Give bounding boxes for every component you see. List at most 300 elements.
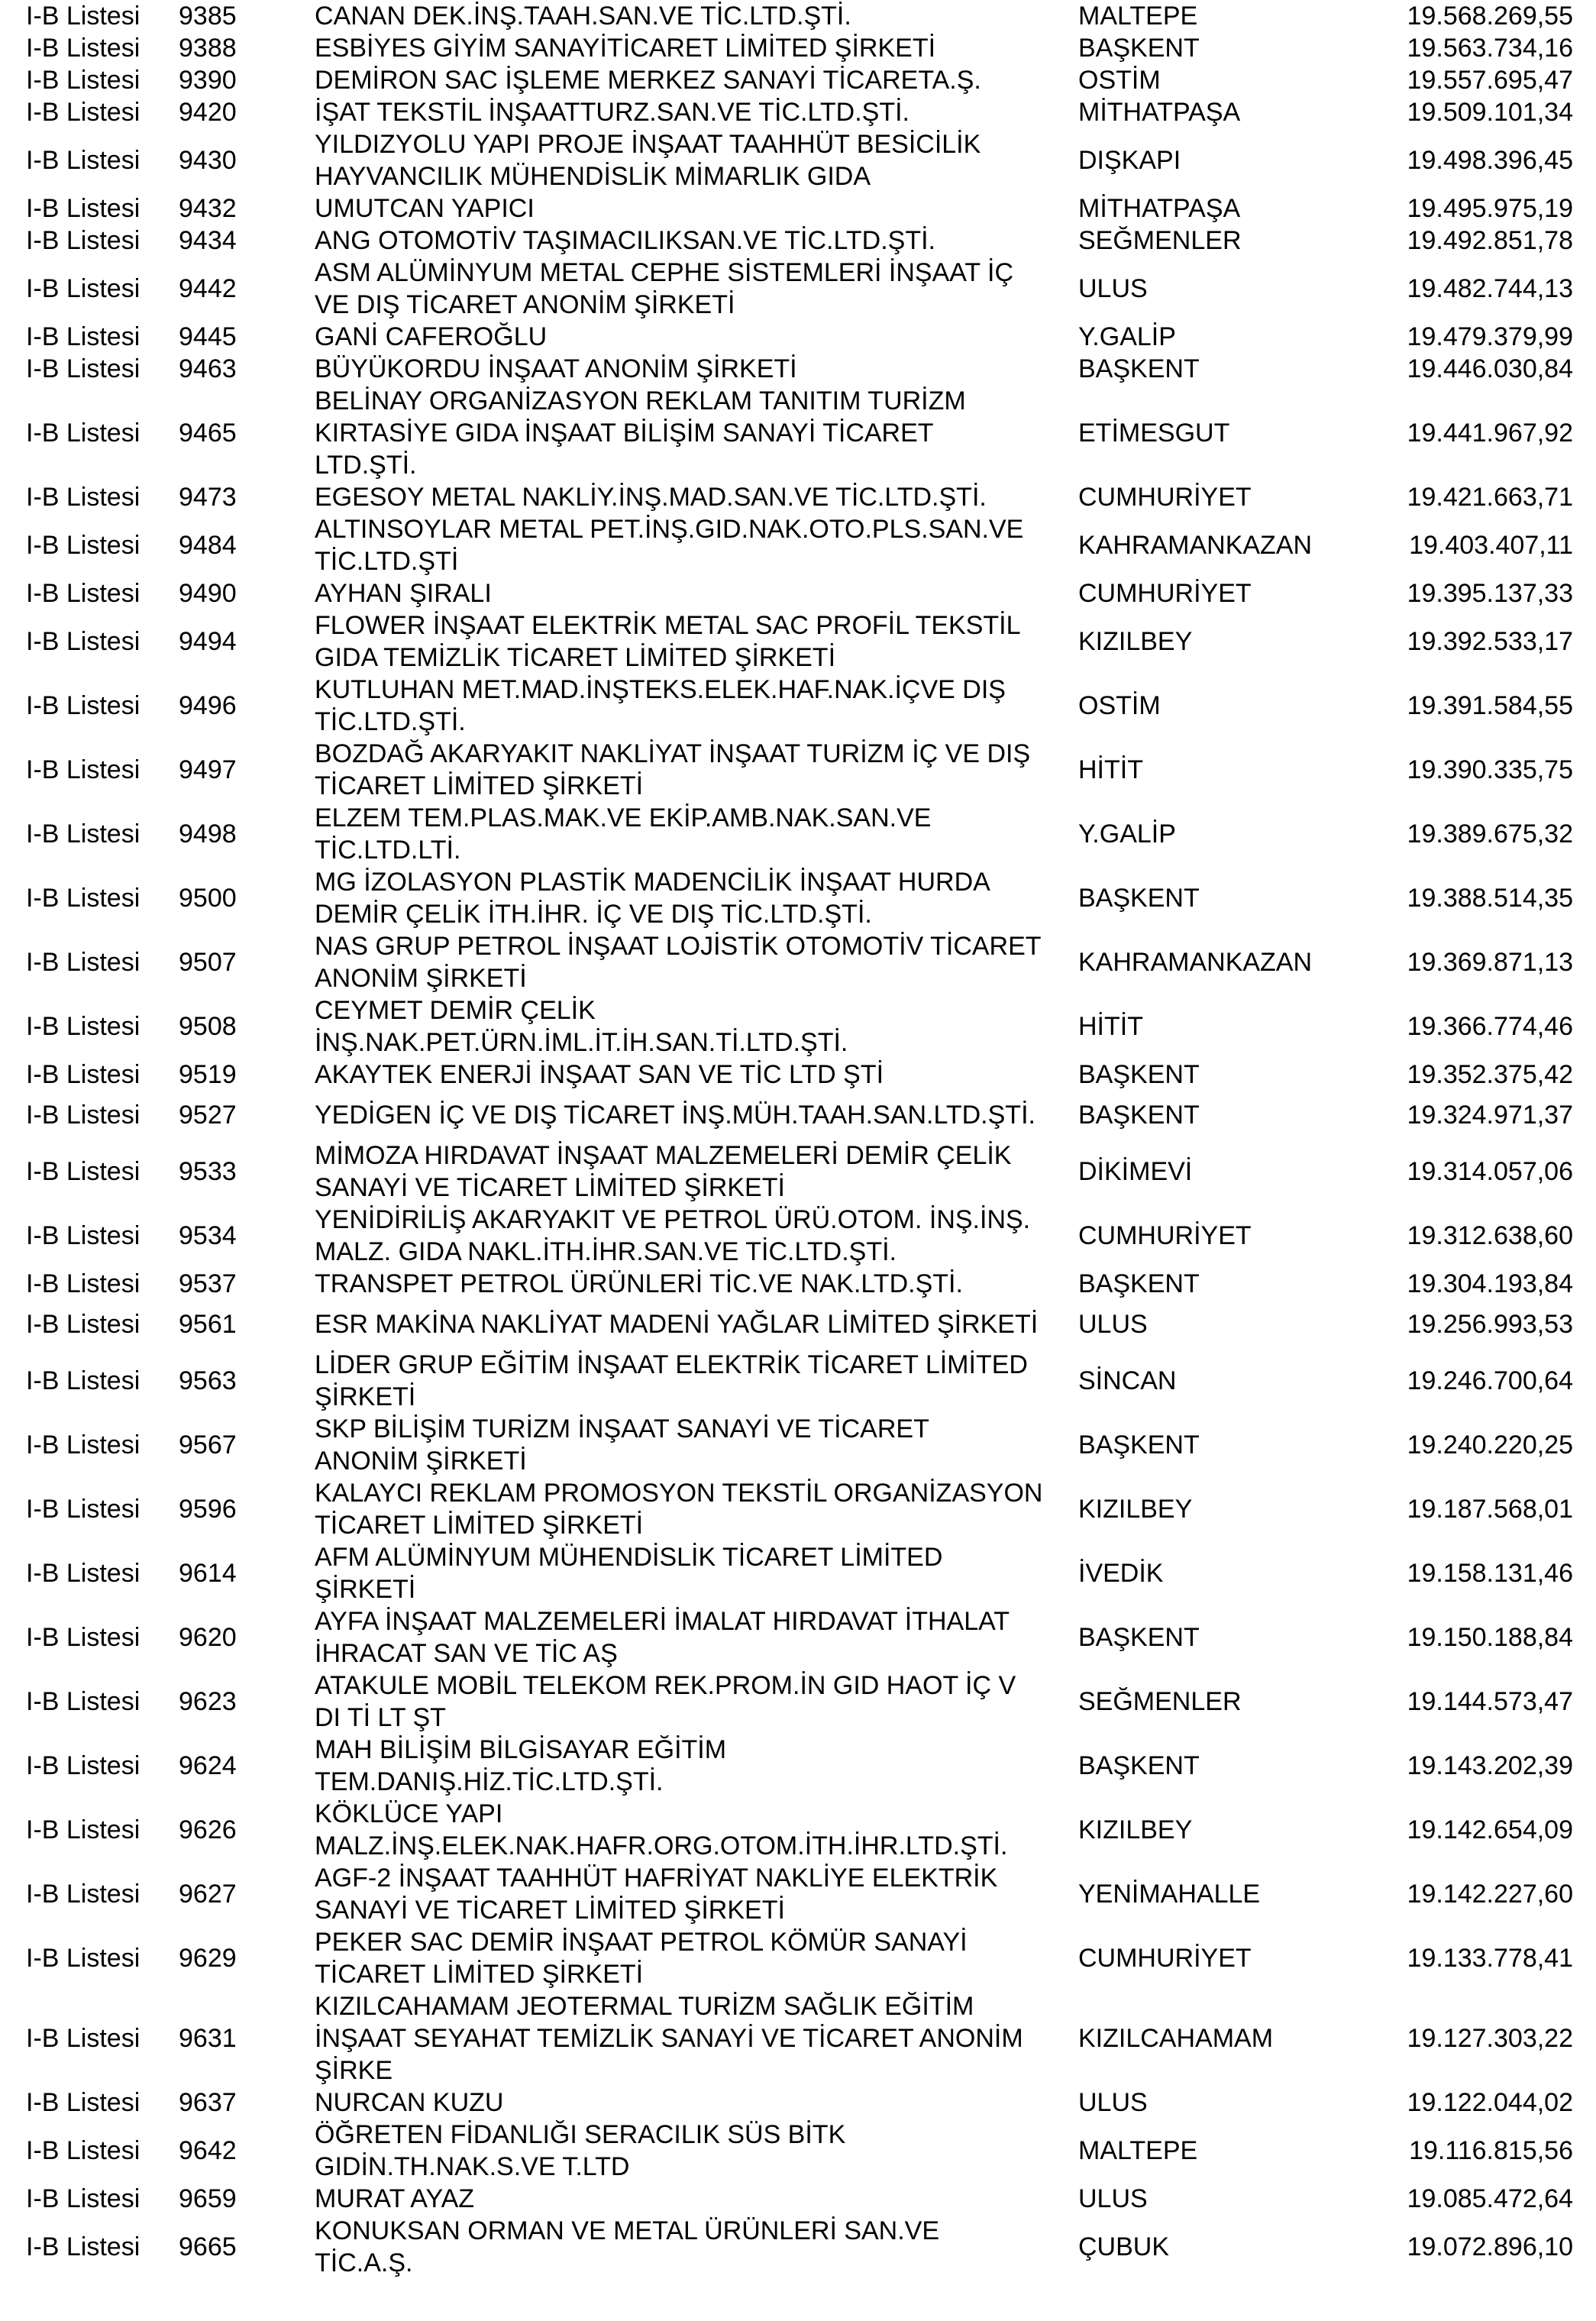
district-cell: BAŞKENT xyxy=(1078,883,1200,913)
company-name-line: ESR MAKİNA NAKLİYAT MADENİ YAĞLAR LİMİTED ŞİRKETİ xyxy=(315,1310,1039,1339)
record-number-cell: 9496 xyxy=(179,690,237,720)
record-number-cell: 9442 xyxy=(179,273,237,303)
table-row xyxy=(0,1349,1573,1413)
table-row xyxy=(0,1670,1573,1734)
company-name-cell xyxy=(315,257,1078,321)
district-cell: ULUS xyxy=(1078,273,1148,303)
amount-cell: 19.421.663,71 xyxy=(1407,482,1573,512)
amount-cell: 19.246.700,64 xyxy=(1407,1366,1573,1395)
record-number-cell: 9388 xyxy=(179,33,237,63)
district-cell: MİTHATPAŞA xyxy=(1078,193,1241,223)
district-cell: BAŞKENT xyxy=(1078,33,1200,63)
district-cell: OSTİM xyxy=(1078,690,1161,720)
table-row xyxy=(0,32,1573,64)
company-name-line: DEMİR ÇELİK İTH.İHR. İÇ VE DIŞ TİC.LTD.ŞTİ. xyxy=(315,900,872,929)
list-type-cell: I-B Listesi xyxy=(26,578,141,608)
record-number-cell: 9563 xyxy=(179,1366,237,1395)
company-name-cell xyxy=(315,0,1078,32)
list-type-cell: I-B Listesi xyxy=(26,1,141,31)
amount-cell: 19.557.695,47 xyxy=(1407,65,1573,95)
list-type-cell: I-B Listesi xyxy=(26,1059,141,1089)
table-row xyxy=(0,1413,1573,1477)
record-number-cell: 9490 xyxy=(179,578,237,608)
company-name-cell xyxy=(315,1091,1078,1139)
amount-cell: 19.498.396,45 xyxy=(1407,145,1573,175)
record-number-cell: 9637 xyxy=(179,2087,237,2117)
table-row xyxy=(0,2087,1573,2119)
company-name-line: CEYMET DEMİR ÇELİK xyxy=(315,996,596,1025)
district-cell: ETİMESGUT xyxy=(1078,418,1230,448)
company-name-cell xyxy=(315,1798,1078,1862)
district-cell: CUMHURİYET xyxy=(1078,1220,1252,1250)
district-cell: HİTİT xyxy=(1078,755,1143,784)
list-type-cell: I-B Listesi xyxy=(26,626,141,656)
table-row xyxy=(0,128,1573,192)
company-name-line: FLOWER İNŞAAT ELEKTRİK METAL SAC PROFİL TEKSTİL xyxy=(315,611,1021,640)
company-name-cell xyxy=(315,930,1078,994)
company-name-cell xyxy=(315,2183,1078,2215)
list-type-cell: I-B Listesi xyxy=(26,145,141,175)
record-number-cell: 9533 xyxy=(179,1156,237,1186)
amount-cell: 19.312.638,60 xyxy=(1407,1220,1573,1250)
company-name-cell xyxy=(315,1734,1078,1798)
amount-cell: 19.072.896,10 xyxy=(1407,2232,1573,2261)
record-number-cell: 9498 xyxy=(179,819,237,849)
list-type-cell: I-B Listesi xyxy=(26,1558,141,1588)
amount-cell: 19.563.734,16 xyxy=(1407,33,1573,63)
company-name-line: VE DIŞ TİCARET ANONİM ŞİRKETİ xyxy=(315,290,735,319)
company-name-line: GIDA TEMİZLİK TİCARET LİMİTED ŞİRKETİ xyxy=(315,643,836,672)
table-row xyxy=(0,2183,1573,2215)
district-cell: BAŞKENT xyxy=(1078,1622,1200,1652)
district-cell: MALTEPE xyxy=(1078,2135,1198,2165)
company-name-line: KONUKSAN ORMAN VE METAL ÜRÜNLERİ SAN.VE xyxy=(315,2216,940,2245)
district-cell: BAŞKENT xyxy=(1078,354,1200,383)
company-name-line: ATAKULE MOBİL TELEKOM REK.PROM.İN GID HAOT İÇ V xyxy=(315,1671,1016,1700)
table-row xyxy=(0,930,1573,994)
district-cell: SEĞMENLER xyxy=(1078,1686,1242,1716)
company-name-cell xyxy=(315,2087,1078,2119)
amount-cell: 19.403.407,11 xyxy=(1409,530,1573,560)
company-name-cell xyxy=(315,1477,1078,1541)
company-name-line: TRANSPET PETROL ÜRÜNLERİ TİC.VE NAK.LTD.ŞTİ. xyxy=(315,1269,963,1298)
amount-cell: 19.122.044,02 xyxy=(1407,2087,1573,2117)
table-row xyxy=(0,1204,1573,1268)
district-cell: SİNCAN xyxy=(1078,1366,1177,1395)
table-row xyxy=(0,1926,1573,1990)
list-type-cell: I-B Listesi xyxy=(26,354,141,383)
record-number-cell: 9508 xyxy=(179,1011,237,1041)
district-cell: CUMHURİYET xyxy=(1078,578,1252,608)
list-type-cell: I-B Listesi xyxy=(26,1100,141,1130)
list-type-cell: I-B Listesi xyxy=(26,947,141,977)
company-name-cell xyxy=(315,1139,1078,1204)
record-number-cell: 9623 xyxy=(179,1686,237,1716)
company-name-line: LTD.ŞTİ. xyxy=(315,451,417,480)
table-row xyxy=(0,385,1573,481)
record-number-cell: 9614 xyxy=(179,1558,237,1588)
table-row xyxy=(0,2215,1573,2279)
company-name-cell xyxy=(315,96,1078,128)
company-name-line: NAS GRUP PETROL İNŞAAT LOJİSTİK OTOMOTİV TİCARET xyxy=(315,932,1042,961)
list-type-cell: I-B Listesi xyxy=(26,193,141,223)
list-type-cell: I-B Listesi xyxy=(26,1011,141,1041)
list-type-cell: I-B Listesi xyxy=(26,1622,141,1652)
district-cell: SEĞMENLER xyxy=(1078,225,1242,255)
amount-cell: 19.495.975,19 xyxy=(1407,193,1573,223)
district-cell: Y.GALİP xyxy=(1078,819,1176,849)
list-type-cell: I-B Listesi xyxy=(26,1943,141,1973)
table-row xyxy=(0,674,1573,738)
district-cell: DIŞKAPI xyxy=(1078,145,1181,175)
table-row xyxy=(0,1862,1573,1926)
district-cell: MİTHATPAŞA xyxy=(1078,97,1241,127)
record-number-cell: 9527 xyxy=(179,1100,237,1130)
table-row xyxy=(0,994,1573,1059)
company-name-line: ŞİRKETİ xyxy=(315,1382,416,1411)
list-type-cell: I-B Listesi xyxy=(26,755,141,784)
record-number-cell: 9500 xyxy=(179,883,237,913)
amount-cell: 19.479.379,99 xyxy=(1407,322,1573,351)
table-row xyxy=(0,513,1573,577)
district-cell: KIZILBEY xyxy=(1078,1815,1193,1844)
table-row xyxy=(0,225,1573,257)
company-name-line: HAYVANCILIK MÜHENDİSLİK MİMARLIK GIDA xyxy=(315,162,871,191)
table-row xyxy=(0,1541,1573,1605)
list-type-cell: I-B Listesi xyxy=(26,482,141,512)
company-name-line: BÜYÜKORDU İNŞAAT ANONİM ŞİRKETİ xyxy=(315,354,797,383)
amount-cell: 19.142.654,09 xyxy=(1407,1815,1573,1844)
record-number-cell: 9631 xyxy=(179,2023,237,2053)
amount-cell: 19.187.568,01 xyxy=(1407,1494,1573,1524)
company-name-cell xyxy=(315,609,1078,674)
company-name-line: ÖĞRETEN FİDANLIĞI SERACILIK SÜS BİTK xyxy=(315,2120,846,2149)
record-number-cell: 9385 xyxy=(179,1,237,31)
list-type-cell: I-B Listesi xyxy=(26,2184,141,2213)
company-name-cell xyxy=(315,866,1078,930)
list-type-cell: I-B Listesi xyxy=(26,225,141,255)
company-name-cell xyxy=(315,128,1078,192)
amount-cell: 19.133.778,41 xyxy=(1407,1943,1573,1973)
district-cell: HİTİT xyxy=(1078,1011,1143,1041)
record-number-cell: 9561 xyxy=(179,1309,237,1339)
district-cell: Y.GALİP xyxy=(1078,322,1176,351)
district-cell: KAHRAMANKAZAN xyxy=(1078,947,1313,977)
company-name-cell xyxy=(315,481,1078,513)
company-name-line: AGF-2 İNŞAAT TAAHHÜT HAFRİYAT NAKLİYE ELEKTRİK xyxy=(315,1864,998,1893)
district-cell: KIZILBEY xyxy=(1078,1494,1193,1524)
table-row xyxy=(0,321,1573,353)
company-name-line: ALTINSOYLAR METAL PET.İNŞ.GID.NAK.OTO.PLS.SAN.VE xyxy=(315,515,1024,544)
company-name-line: DI Tİ LT ŞT xyxy=(315,1703,446,1732)
table-row xyxy=(0,2119,1573,2183)
company-name-line: PEKER SAC DEMİR İNŞAAT PETROL KÖMÜR SANAYİ xyxy=(315,1928,968,1957)
company-name-line: AYHAN ŞIRALI xyxy=(315,579,492,608)
company-name-cell xyxy=(315,577,1078,609)
company-name-line: SANAYİ VE TİCARET LİMİTED ŞİRKETİ xyxy=(315,1896,785,1925)
amount-cell: 19.143.202,39 xyxy=(1407,1750,1573,1780)
record-number-cell: 9390 xyxy=(179,65,237,95)
table-row xyxy=(0,353,1573,385)
record-number-cell: 9620 xyxy=(179,1622,237,1652)
list-type-cell: I-B Listesi xyxy=(26,2023,141,2053)
amount-cell: 19.158.131,46 xyxy=(1407,1558,1573,1588)
company-name-cell xyxy=(315,2119,1078,2183)
company-name-cell xyxy=(315,674,1078,738)
company-name-cell xyxy=(315,2215,1078,2279)
amount-cell: 19.085.472,64 xyxy=(1407,2184,1573,2213)
record-number-cell: 9659 xyxy=(179,2184,237,2213)
company-name-cell xyxy=(315,1990,1078,2087)
record-number-cell: 9626 xyxy=(179,1815,237,1844)
list-type-cell: I-B Listesi xyxy=(26,819,141,849)
table-row xyxy=(0,802,1573,866)
company-name-line: DEMİRON SAC İŞLEME MERKEZ SANAYİ TİCARETA.Ş. xyxy=(315,66,981,95)
list-type-cell: I-B Listesi xyxy=(26,97,141,127)
table-row xyxy=(0,1059,1573,1091)
company-name-line: TİCARET LİMİTED ŞİRKETİ xyxy=(315,1511,644,1540)
list-type-cell: I-B Listesi xyxy=(26,65,141,95)
district-cell: OSTİM xyxy=(1078,65,1161,95)
company-name-cell xyxy=(315,513,1078,577)
company-name-line: AFM ALÜMİNYUM MÜHENDİSLİK TİCARET LİMİTED xyxy=(315,1543,943,1572)
company-name-line: TİCARET LİMİTED ŞİRKETİ xyxy=(315,771,644,800)
list-type-cell: I-B Listesi xyxy=(26,1220,141,1250)
amount-cell: 19.441.967,92 xyxy=(1407,418,1573,448)
company-name-line: İNŞ.NAK.PET.ÜRN.İML.İT.İH.SAN.Tİ.LTD.ŞTİ. xyxy=(315,1028,848,1057)
record-number-cell: 9445 xyxy=(179,322,237,351)
company-name-line: KUTLUHAN MET.MAD.İNŞTEKS.ELEK.HAF.NAK.İÇVE DIŞ xyxy=(315,675,1006,704)
table-row xyxy=(0,481,1573,513)
company-name-line: KÖKLÜCE YAPI xyxy=(315,1799,503,1828)
company-name-line: TİCARET LİMİTED ŞİRKETİ xyxy=(315,1960,644,1989)
amount-cell: 19.314.057,06 xyxy=(1407,1156,1573,1186)
company-name-cell xyxy=(315,1300,1078,1349)
list-type-cell: I-B Listesi xyxy=(26,883,141,913)
company-name-line: TİC.A.Ş. xyxy=(315,2248,413,2277)
table-row xyxy=(0,1139,1573,1204)
company-name-line: GIDİN.TH.NAK.S.VE T.LTD xyxy=(315,2152,630,2181)
company-name-line: AKAYTEK ENERJİ İNŞAAT SAN VE TİC LTD ŞTİ xyxy=(315,1060,884,1089)
table-row xyxy=(0,192,1573,225)
table-row xyxy=(0,738,1573,802)
district-cell: ULUS xyxy=(1078,1309,1148,1339)
company-name-line: EGESOY METAL NAKLİY.İNŞ.MAD.SAN.VE TİC.LTD.ŞTİ. xyxy=(315,483,987,512)
record-number-cell: 9420 xyxy=(179,97,237,127)
table-row xyxy=(0,577,1573,609)
list-type-cell: I-B Listesi xyxy=(26,1686,141,1716)
district-cell: KIZILCAHAMAM xyxy=(1078,2023,1274,2053)
table-row xyxy=(0,1477,1573,1541)
amount-cell: 19.352.375,42 xyxy=(1407,1059,1573,1089)
record-number-cell: 9507 xyxy=(179,947,237,977)
district-cell: MALTEPE xyxy=(1078,1,1198,31)
list-type-cell: I-B Listesi xyxy=(26,1879,141,1909)
table-row xyxy=(0,257,1573,321)
list-type-cell: I-B Listesi xyxy=(26,1430,141,1460)
amount-cell: 19.391.584,55 xyxy=(1407,690,1573,720)
amount-cell: 19.240.220,25 xyxy=(1407,1430,1573,1460)
company-name-line: ŞİRKE xyxy=(315,2056,393,2085)
record-number-cell: 9497 xyxy=(179,755,237,784)
list-type-cell: I-B Listesi xyxy=(26,2135,141,2165)
table-row xyxy=(0,866,1573,930)
company-name-cell xyxy=(315,1268,1078,1300)
record-number-cell: 9642 xyxy=(179,2135,237,2165)
record-number-cell: 9665 xyxy=(179,2232,237,2261)
record-number-cell: 9629 xyxy=(179,1943,237,1973)
record-number-cell: 9596 xyxy=(179,1494,237,1524)
table-row xyxy=(0,1734,1573,1798)
list-type-cell: I-B Listesi xyxy=(26,1156,141,1186)
district-cell: BAŞKENT xyxy=(1078,1269,1200,1298)
amount-cell: 19.142.227,60 xyxy=(1407,1879,1573,1909)
amount-cell: 19.390.335,75 xyxy=(1407,755,1573,784)
company-name-line: UMUTCAN YAPICI xyxy=(315,194,535,223)
company-name-line: KIRTASİYE GIDA İNŞAAT BİLİŞİM SANAYİ TİCARET xyxy=(315,419,934,448)
company-name-line: TEM.DANIŞ.HİZ.TİC.LTD.ŞTİ. xyxy=(315,1767,664,1796)
company-name-cell xyxy=(315,1059,1078,1091)
amount-cell: 19.492.851,78 xyxy=(1407,225,1573,255)
list-type-cell: I-B Listesi xyxy=(26,418,141,448)
amount-cell: 19.127.303,22 xyxy=(1407,2023,1573,2053)
company-name-line: TİC.LTD.LTİ. xyxy=(315,836,461,865)
district-cell: İVEDİK xyxy=(1078,1558,1164,1588)
district-cell: CUMHURİYET xyxy=(1078,1943,1252,1973)
amount-cell: 19.304.193,84 xyxy=(1407,1269,1573,1298)
amount-cell: 19.446.030,84 xyxy=(1407,354,1573,383)
company-name-line: MALZ. GIDA NAKL.İTH.İHR.SAN.VE TİC.LTD.ŞTİ. xyxy=(315,1237,897,1266)
company-name-cell xyxy=(315,321,1078,353)
table-row xyxy=(0,64,1573,96)
company-name-cell xyxy=(315,64,1078,96)
company-name-cell xyxy=(315,1204,1078,1268)
table-row xyxy=(0,0,1573,32)
company-name-line: İNŞAAT SEYAHAT TEMİZLİK SANAYİ VE TİCARET ANONİM xyxy=(315,2024,1023,2053)
company-name-cell xyxy=(315,738,1078,802)
district-cell: YENİMAHALLE xyxy=(1078,1879,1261,1909)
record-number-cell: 9627 xyxy=(179,1879,237,1909)
list-type-cell: I-B Listesi xyxy=(26,1366,141,1395)
amount-cell: 19.395.137,33 xyxy=(1407,578,1573,608)
table-row xyxy=(0,1605,1573,1670)
record-number-cell: 9465 xyxy=(179,418,237,448)
company-name-line: MG İZOLASYON PLASTİK MADENCİLİK İNŞAAT HURDA xyxy=(315,868,990,897)
company-name-line: BOZDAĞ AKARYAKIT NAKLİYAT İNŞAAT TURİZM İÇ VE DIŞ xyxy=(315,739,1031,768)
district-cell: BAŞKENT xyxy=(1078,1430,1200,1460)
company-name-line: KALAYCI REKLAM PROMOSYON TEKSTİL ORGANİZASYON xyxy=(315,1479,1043,1508)
table-row xyxy=(0,1091,1573,1139)
district-cell: ÇUBUK xyxy=(1078,2232,1170,2261)
company-name-line: TİC.LTD.ŞTİ xyxy=(315,547,459,576)
record-number-cell: 9519 xyxy=(179,1059,237,1089)
company-name-cell xyxy=(315,1926,1078,1990)
company-name-line: NURCAN KUZU xyxy=(315,2088,504,2117)
company-name-line: YENİDİRİLİŞ AKARYAKIT VE PETROL ÜRÜ.OTOM. İNŞ.İNŞ. xyxy=(315,1205,1031,1234)
company-name-cell xyxy=(315,1670,1078,1734)
amount-cell: 19.392.533,17 xyxy=(1407,626,1573,656)
company-name-cell xyxy=(315,385,1078,481)
company-name-line: MURAT AYAZ xyxy=(315,2184,475,2213)
amount-cell: 19.389.675,32 xyxy=(1407,819,1573,849)
company-name-line: MALZ.İNŞ.ELEK.NAK.HAFR.ORG.OTOM.İTH.İHR.LTD.ŞTİ. xyxy=(315,1831,1008,1860)
list-type-cell: I-B Listesi xyxy=(26,33,141,63)
amount-cell: 19.116.815,56 xyxy=(1409,2135,1573,2165)
company-name-line: ANG OTOMOTİV TAŞIMACILIKSAN.VE TİC.LTD.ŞTİ. xyxy=(315,226,935,255)
amount-cell: 19.324.971,37 xyxy=(1407,1100,1573,1130)
company-name-line: YEDİGEN İÇ VE DIŞ TİCARET İNŞ.MÜH.TAAH.SAN.LTD.ŞTİ. xyxy=(315,1101,1035,1130)
district-cell: BAŞKENT xyxy=(1078,1100,1200,1130)
amount-cell: 19.366.774,46 xyxy=(1407,1011,1573,1041)
company-name-line: ELZEM TEM.PLAS.MAK.VE EKİP.AMB.NAK.SAN.VE xyxy=(315,803,932,832)
list-type-cell: I-B Listesi xyxy=(26,322,141,351)
table-row xyxy=(0,1268,1573,1300)
amount-cell: 19.150.188,84 xyxy=(1407,1622,1573,1652)
record-number-cell: 9473 xyxy=(179,482,237,512)
record-number-cell: 9432 xyxy=(179,193,237,223)
company-name-cell xyxy=(315,192,1078,225)
amount-cell: 19.568.269,55 xyxy=(1407,1,1573,31)
amount-cell: 19.509.101,34 xyxy=(1407,97,1573,127)
table-row xyxy=(0,1990,1573,2087)
table-row xyxy=(0,1798,1573,1862)
list-type-cell: I-B Listesi xyxy=(26,2087,141,2117)
company-name-cell xyxy=(315,353,1078,385)
district-cell: DİKİMEVİ xyxy=(1078,1156,1193,1186)
company-name-line: LİDER GRUP EĞİTİM İNŞAAT ELEKTRİK TİCARET LİMİTED xyxy=(315,1350,1028,1379)
company-name-line: GANİ CAFEROĞLU xyxy=(315,322,548,351)
company-name-line: ESBİYES GİYİM SANAYİTİCARET LİMİTED ŞİRKETİ xyxy=(315,34,936,63)
record-number-cell: 9494 xyxy=(179,626,237,656)
company-name-line: BELİNAY ORGANİZASYON REKLAM TANITIM TURİZM xyxy=(315,386,966,415)
list-type-cell: I-B Listesi xyxy=(26,530,141,560)
company-name-line: İHRACAT SAN VE TİC AŞ xyxy=(315,1639,618,1668)
list-type-cell: I-B Listesi xyxy=(26,1494,141,1524)
record-number-cell: 9463 xyxy=(179,354,237,383)
company-name-line: SANAYİ VE TİCARET LİMİTED ŞİRKETİ xyxy=(315,1173,785,1202)
amount-cell: 19.369.871,13 xyxy=(1407,947,1573,977)
table-row xyxy=(0,609,1573,674)
company-name-cell xyxy=(315,1862,1078,1926)
company-name-cell xyxy=(315,1349,1078,1413)
amount-cell: 19.388.514,35 xyxy=(1407,883,1573,913)
record-number-cell: 9430 xyxy=(179,145,237,175)
company-name-line: TİC.LTD.ŞTİ. xyxy=(315,707,466,736)
district-cell: ULUS xyxy=(1078,2184,1148,2213)
company-name-line: ŞİRKETİ xyxy=(315,1575,416,1604)
list-type-cell: I-B Listesi xyxy=(26,1815,141,1844)
district-cell: KIZILBEY xyxy=(1078,626,1193,656)
company-name-line: KIZILCAHAMAM JEOTERMAL TURİZM SAĞLIK EĞİTİM xyxy=(315,1992,974,2021)
district-cell: BAŞKENT xyxy=(1078,1750,1200,1780)
company-name-cell xyxy=(315,802,1078,866)
record-number-cell: 9537 xyxy=(179,1269,237,1298)
company-name-cell xyxy=(315,32,1078,64)
record-number-cell: 9534 xyxy=(179,1220,237,1250)
company-name-cell xyxy=(315,994,1078,1059)
district-cell: KAHRAMANKAZAN xyxy=(1078,530,1313,560)
amount-cell: 19.256.993,53 xyxy=(1407,1309,1573,1339)
district-cell: ULUS xyxy=(1078,2087,1148,2117)
list-type-cell: I-B Listesi xyxy=(26,273,141,303)
company-name-line: MAH BİLİŞİM BİLGİSAYAR EĞİTİM xyxy=(315,1735,727,1764)
list-type-cell: I-B Listesi xyxy=(26,1269,141,1298)
list-type-cell: I-B Listesi xyxy=(26,1309,141,1339)
record-number-cell: 9484 xyxy=(179,530,237,560)
list-type-cell: I-B Listesi xyxy=(26,690,141,720)
district-cell: CUMHURİYET xyxy=(1078,482,1252,512)
company-name-line: YILDIZYOLU YAPI PROJE İNŞAAT TAAHHÜT BESİCİLİK xyxy=(315,130,981,159)
